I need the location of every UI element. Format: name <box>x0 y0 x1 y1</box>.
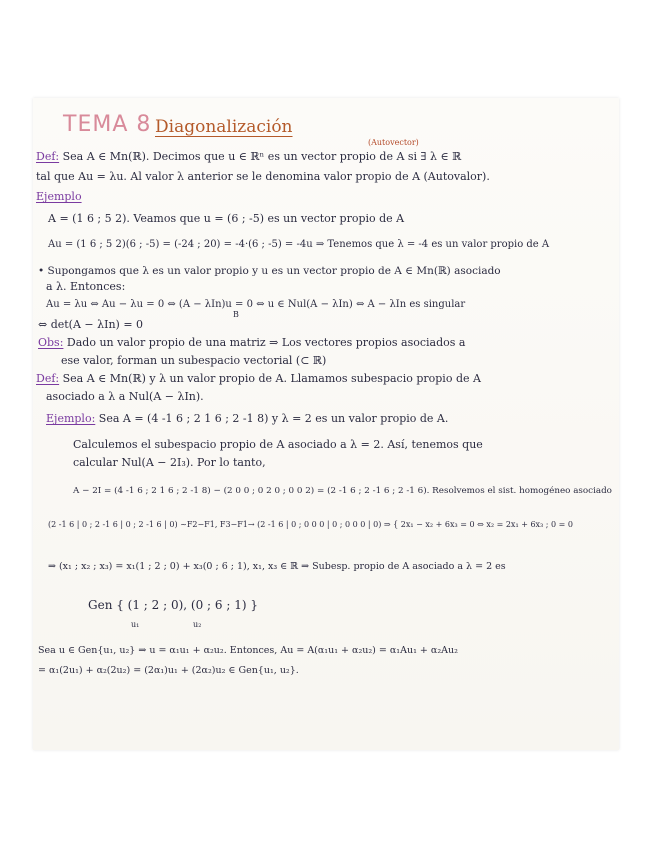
example-1-line-2: Au = (1 6 ; 5 2)(6 ; -5) = (-24 ; 20) = -4·(6 ; -5) = -4u ⇒ Tenemos que λ = -4 es un valor propio de A <box>48 239 550 250</box>
suppose-line-3: Au = λu ⇔ Au − λu = 0 ⇔ (A − λIn)u = 0 ⇔ u ∈ Nul(A − λIn) ⇔ A − λIn es singular <box>46 299 466 310</box>
example-2-label: Ejemplo: <box>46 412 96 425</box>
suppose-line-2: a λ. Entonces: <box>46 280 126 293</box>
title-tema: TEMA 8 <box>63 112 152 137</box>
example-2-line-6: ⇒ (x₁ ; x₂ ; x₃) = x₁(1 ; 2 ; 0) + x₃(0 ; 6 ; 1), x₁, x₃ ∈ ℝ ⇒ Subesp. propio de A asociado a λ = 2 es <box>48 561 506 572</box>
definition-2-text: Sea A ∈ Mn(ℝ) y λ un valor propio de A. Llamamos subespacio propio de A <box>62 372 481 385</box>
definition-label: Def: <box>36 150 60 163</box>
observation-line-2: ese valor, forman un subespacio vectorial (⊂ ℝ) <box>61 354 327 367</box>
example-2-text: Sea A = (4 -1 6 ; 2 1 6 ; 2 -1 8) y λ = 2 es un valor propio de A. <box>98 412 449 425</box>
example-2-line-1 <box>46 412 448 426</box>
example-2-line-2: Calculemos el subespacio propio de A asociado a λ = 2. Así, tenemos que <box>73 438 483 451</box>
observation-line-1 <box>38 336 465 350</box>
example-1-line-1: A = (1 6 ; 5 2). Veamos que u = (6 ; -5) es un vector propio de A <box>48 212 405 225</box>
example-2-u2-label: u₂ <box>193 620 202 629</box>
example-2-line-5: (2 -1 6 | 0 ; 2 -1 6 | 0 ; 2 -1 6 | 0) ~F2−F1, F3−F1→ (2 -1 6 | 0 ; 0 0 0 | 0 ; 0 0 0 | 0) ⇒ { 2x₁ − x₂ + 6x₃ = 0 ⇔ x₂ = 2x₁ + 6x₃ ; 0 = 0 <box>48 520 573 529</box>
definition-1-text: Sea A ∈ Mn(ℝ). Decimos que u ∈ ℝⁿ es un vector propio de A si ∃ λ ∈ ℝ <box>62 150 462 163</box>
definition-2-label: Def: <box>36 372 60 385</box>
observation-label: Obs: <box>38 336 64 349</box>
autovector-note: (Autovector) <box>368 138 419 147</box>
definition-2-line-1 <box>36 372 481 386</box>
observation-text: Dado un valor propio de una matriz ⇒ Los vectores propios asociados a <box>66 336 466 349</box>
suppose-line-1: • Supongamos que λ es un valor propio y u es un vector propio de A ∈ Mn(ℝ) asociado <box>38 265 501 277</box>
example-1-label: Ejemplo <box>36 190 82 203</box>
definition-2-line-2: asociado a λ a Nul(A − λIn). <box>46 390 204 403</box>
example-2-line-3: calcular Nul(A − 2I₃). Por lo tanto, <box>73 456 266 469</box>
title-topic: Diagonalización <box>155 117 293 137</box>
suppose-line-4: ⇔ det(A − λIn) = 0 <box>38 318 144 331</box>
example-2-u1-label: u₁ <box>131 620 140 629</box>
example-2-line-4: A − 2I = (4 -1 6 ; 2 1 6 ; 2 -1 8) − (2 0 0 ; 0 2 0 ; 0 0 2) = (2 -1 6 ; 2 -1 6 ; 2 -1 6). Resolvemos el sist. homogéneo asociado <box>73 486 612 496</box>
definition-1-line-1 <box>36 150 461 164</box>
notes-sheet <box>33 98 619 750</box>
example-2-line-9: = α₁(2u₁) + α₂(2u₂) = (2α₁)u₁ + (2α₂)u₂ ∈ Gen{u₁, u₂}. <box>38 665 299 676</box>
example-2-line-8: Sea u ∈ Gen{u₁, u₂} ⇒ u = α₁u₁ + α₂u₂. Entonces, Au = A(α₁u₁ + α₂u₂) = α₁Au₁ + α₂Au₂ <box>38 645 458 656</box>
suppose-b-mark: B <box>233 310 239 319</box>
example-2-line-7: Gen { (1 ; 2 ; 0), (0 ; 6 ; 1) } <box>88 598 258 612</box>
definition-1-line-2: tal que Au = λu. Al valor λ anterior se le denomina valor propio de A (Autovalor). <box>36 170 490 183</box>
